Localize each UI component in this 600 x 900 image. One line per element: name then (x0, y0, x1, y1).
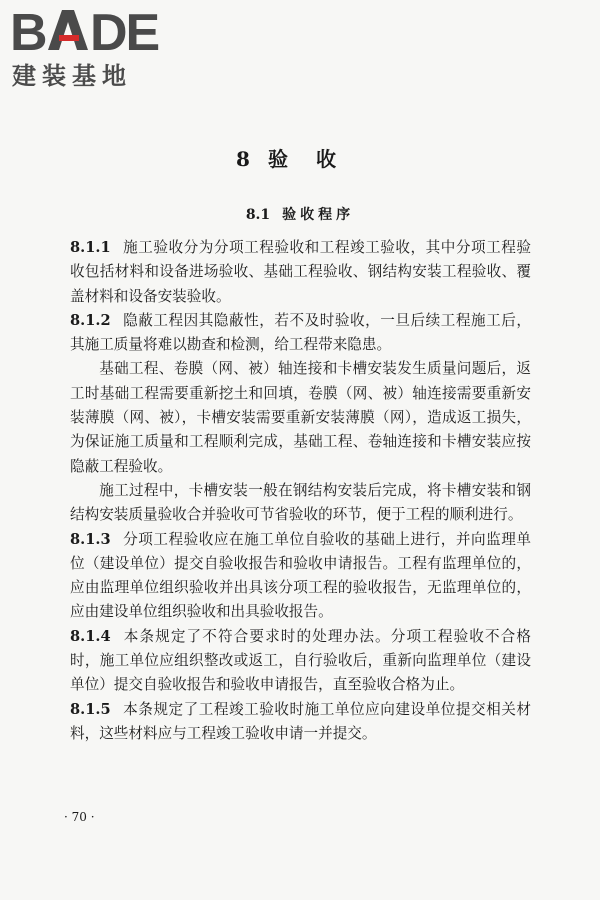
logo-b: B (10, 4, 46, 60)
section-number: 8.1 (245, 207, 271, 223)
clause-number: 8.1.1 (70, 239, 111, 256)
page-number: · 70 · (64, 810, 95, 824)
logo-accent (59, 35, 79, 41)
clause-number: 8.1.5 (70, 700, 111, 718)
clause-number: 8.1.3 (70, 530, 111, 548)
paragraph (70, 625, 531, 698)
logo-de: DE (90, 4, 159, 60)
paragraph-text: 施工过程中，卡槽安装一般在钢结构安装后完成，将卡槽安装和钢结构安装质量验收合并验收可节省验收的环节，便于工程的顺利进行。 (70, 481, 531, 524)
paragraph (70, 528, 531, 625)
chapter-title (0, 143, 600, 172)
paragraph (70, 698, 531, 747)
clause-number: 8.1.4 (70, 627, 111, 645)
chapter-number: 8 (236, 147, 250, 171)
section-name: 验收程序 (282, 207, 355, 223)
paragraph (70, 479, 531, 528)
paragraph-text: 本条规定了不符合要求时的处理办法。分项工程验收不合格时，施工单位应组织整改或返工，自行验收后，重新向监理单位（建设单位）提交自验收报告和验收申请报告，直至验收合格为止。 (70, 627, 531, 694)
paragraph-text: 隐蔽工程因其隐蔽性，若不及时验收，一旦后续工程施工后，其施工质量将难以勘查和检测，给工程带来隐患。 (70, 311, 531, 354)
chapter-name: 验收 (267, 147, 364, 171)
paragraph (70, 309, 531, 358)
section-title (0, 204, 600, 224)
paragraph-text: 分项工程验收应在施工单位自验收的基础上进行，并向监理单位（建设单位）提交自验收报告和验收申请报告。工程有监理单位的，应由监理单位组织验收并出具该分项工程的验收报告，无监理单位的，应由建设单位组织验收和出具验收报告。 (70, 530, 531, 621)
paragraph (70, 357, 531, 478)
paragraph-text: 施工验收分为分项工程验收和工程竣工验收，其中分项工程验收包括材料和设备进场验收、基础工程验收、钢结构安装工程验收、覆盖材料和设备安装验收。 (70, 239, 531, 305)
paragraph (70, 236, 531, 309)
document-body (70, 236, 531, 746)
logo-a (48, 10, 88, 50)
logo-subtitle: 建装基地 (12, 62, 132, 90)
paragraph-text: 基础工程、卷膜（网、被）轴连接和卡槽安装发生质量问题后，返工时基础工程需要重新挖土和回填，卷膜（网、被）轴连接需要重新安装薄膜（网、被），卡槽安装需要重新安装薄膜（网），造成返工损失，为保证施工质量和工程顺利完成，基础工程、卷轴连接和卡槽安装应按隐蔽工程验收。 (70, 360, 531, 475)
clause-number: 8.1.2 (70, 311, 111, 329)
paragraph-text: 本条规定了工程竣工验收时施工单位应向建设单位提交相关材料，这些材料应与工程竣工验收申请一并提交。 (70, 700, 531, 742)
bade-logo-mark (10, 4, 180, 60)
